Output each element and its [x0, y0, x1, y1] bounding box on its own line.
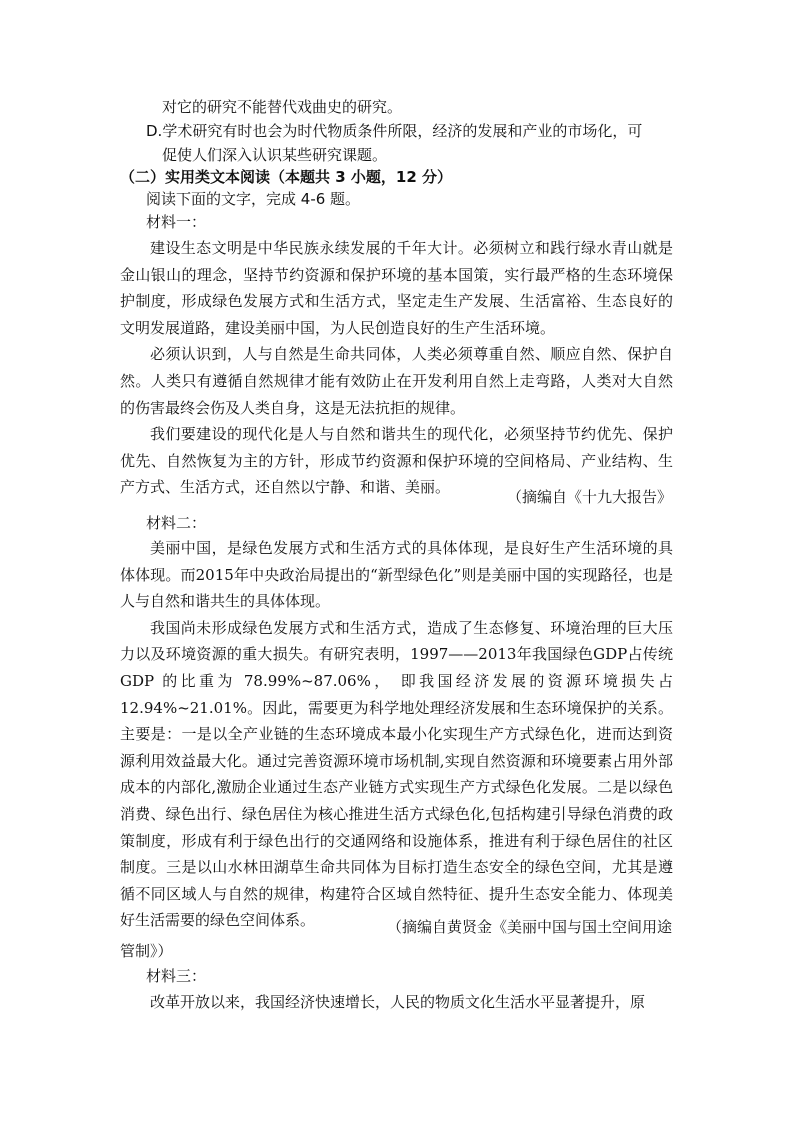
material-three-body [120, 989, 673, 1016]
section-heading: （二）实用类文本阅读（本题共 3 小题，12 分） [120, 168, 452, 186]
material-one-source: （摘编自《十九大报告》 [506, 488, 672, 506]
material-two-label: 材料二： [146, 514, 207, 532]
material-two-source-line1: （摘编自黄贤金《美丽中国与国土空间用途 [386, 918, 672, 936]
material-one-paragraph-1: 建设生态文明是中华民族永续发展的千年大计。必须树立和践行绿水青山就是金山银山的理念，坚持节约资源和保护环境的基本国策，实行最严格的生态环境保护制度，形成绿色发展方式和生活方式，坚定走生产发展、生活富裕、生态良好的文明发展道路，建设美丽中国，为人民创造良好的生产生活环境。 [120, 239, 673, 337]
material-one-paragraph-2: 必须认识到，人与自然是生命共同体，人类必须尊重自然、顺应自然、保护自然。人类只有遵循自然规律才能有效防止在开发利用自然上走弯路，人类对大自然的伤害最终会伤及人类自身，这是无法抗拒的规律。 [120, 345, 673, 417]
material-two-paragraph-1: 美丽中国，是绿色发展方式和生活方式的具体体现，是良好生产生活环境的具体体现。而2015年中央政治局提出的“新型绿色化”则是美丽中国的实现路径，也是人与自然和谐共生的具体体现。 [120, 539, 673, 611]
material-three-label: 材料三： [146, 967, 207, 985]
material-two-body [120, 535, 673, 934]
option-d-line1: D.学术研究有时也会为时代物质条件所限，经济的发展和产业的市场化，可 [146, 122, 643, 140]
section-instruction: 阅读下面的文字，完成 4-6 题。 [146, 190, 361, 208]
option-c-tail: 对它的研究不能替代戏曲史的研究。 [162, 98, 403, 116]
material-two-paragraph-2: 我国尚未形成绿色发展方式和生活方式，造成了生态修复、环境治理的巨大压力以及环境资源的重大损失。有研究表明，1997——2013年我国绿色GDP占传统 GDP 的比重为 78.99%~87.06%， 即我国经济发展的资源环境损失占 12.94%~21.01%。因此，需要更为科学地处理经济发展和生态环境保护的关系。主要是：一是以全产业链的生态环境成本最小化实现生产方式绿色化，进而达到资源利用效益最大化。通过完善资源环境市场机制,实现自然资源和环境要素占用外部成本的内部化,激励企业通过生态产业链方式实现生产方式绿色化发展。二是以绿色消费、绿色出行、绿色居住为核心推进生活方式绿色化,包括构建引导绿色消费的政策制度，形成有利于绿色出行的交通网络和设施体系，推进有利于绿色居住的社区制度。三是以山水林田湖草生命共同体为目标打造生态安全的绿色空间，尤其是遵循不同区域人与自然的规律，构建符合区域自然特征、提升生态安全能力、体现美好生活需要的绿色空间体系。 [120, 618, 673, 930]
material-two-source-line2: 管制》） [120, 942, 173, 960]
material-one-label: 材料一： [146, 213, 207, 231]
option-d-line2: 促使人们深入认识某些研究课题。 [162, 146, 388, 164]
material-one-body [120, 235, 673, 501]
material-three-paragraph-1: 改革开放以来，我国经济快速增长，人民的物质文化生活水平显著提升，原 [150, 993, 646, 1011]
material-one-paragraph-3: 我们要建设的现代化是人与自然和谐共生的现代化，必须坚持节约优先、保护优先、自然恢复为主的方针，形成节约资源和保护环境的空间格局、产业结构、生产方式、生活方式，还自然以宁静、和谐、美丽。 [120, 425, 673, 497]
